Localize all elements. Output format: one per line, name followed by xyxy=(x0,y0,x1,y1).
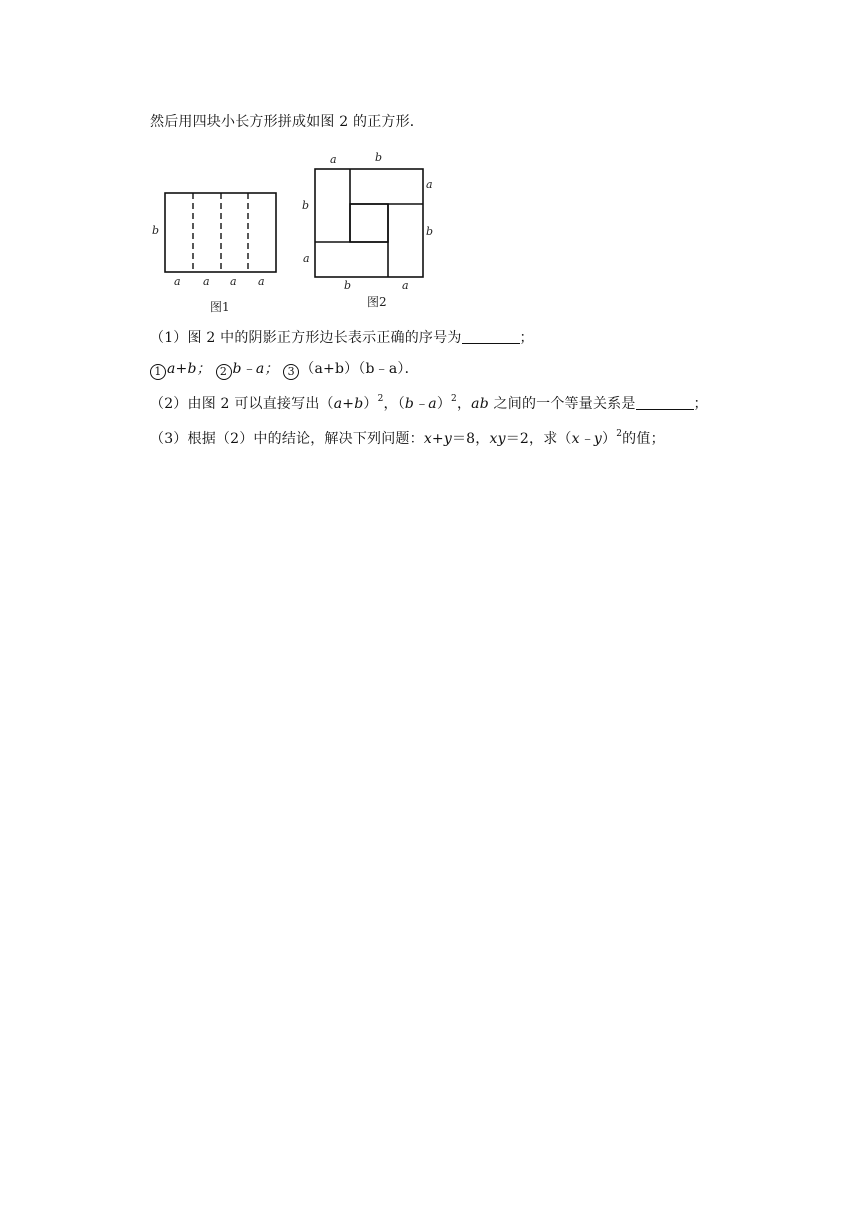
option-3-text: （a+b）（b﹣a）． xyxy=(300,361,419,377)
answer-blank[interactable] xyxy=(462,329,520,344)
figure-2-right-label: a xyxy=(426,178,433,191)
exponent: 2 xyxy=(451,394,457,404)
question-2-text: 之间的一个等量关系是 xyxy=(488,396,636,412)
question-3-text: ） xyxy=(602,431,617,447)
option-2-marker: 2 xyxy=(216,364,232,380)
question-2-end: ； xyxy=(693,396,708,412)
question-2-text: ，（ xyxy=(383,396,405,412)
option-3-marker: 3 xyxy=(283,364,299,380)
math-expression: a+b xyxy=(333,396,364,412)
options-line xyxy=(150,359,419,380)
figure-1-bottom-label: a xyxy=(203,275,210,288)
figure-2-bottom-label: a xyxy=(402,279,409,292)
question-2-text: ） xyxy=(363,396,378,412)
option-2-text: b﹣a； xyxy=(232,361,279,377)
figures xyxy=(0,140,860,470)
figure-2-left-label: a xyxy=(303,252,310,265)
figure-1-bottom-label: a xyxy=(258,275,265,288)
figure-2-top-label: b xyxy=(375,151,383,164)
figure-2-caption: 图2 xyxy=(367,295,387,309)
question-1 xyxy=(150,328,534,348)
figure-1-caption: 图1 xyxy=(210,300,230,314)
math-expression: ab xyxy=(471,396,489,412)
answer-blank[interactable] xyxy=(636,395,694,410)
option-1-text: a+b； xyxy=(167,361,211,377)
figure-1-bottom-label: a xyxy=(230,275,237,288)
question-2 xyxy=(150,394,708,414)
question-1-text: （1）图 2 中的阴影正方形边长表示正确的序号为 xyxy=(150,330,462,346)
question-2-text: ， xyxy=(456,396,472,412)
figure-1 xyxy=(152,193,276,314)
question-2-text: ） xyxy=(436,396,452,412)
exponent: 2 xyxy=(377,394,384,404)
figure-1-bottom-label: a xyxy=(174,275,181,288)
figure-2-inner-square xyxy=(350,204,388,242)
figure-2-right-label: b xyxy=(426,225,434,238)
question-3-text: ＝8， xyxy=(451,431,490,447)
question-2-text: （2）由图 2 可以直接写出（ xyxy=(150,396,334,412)
math-expression: b﹣a xyxy=(404,396,437,412)
question-3-text: 的值； xyxy=(622,431,665,447)
question-1-end: ； xyxy=(519,330,534,346)
figure-2-left-label: b xyxy=(302,199,310,212)
figure-2 xyxy=(302,151,433,309)
option-1-marker: 1 xyxy=(150,364,166,380)
figure-1-side-label: b xyxy=(152,224,160,237)
figure-2-top-label: a xyxy=(330,153,337,166)
question-3-text: ＝2，求（ xyxy=(505,431,572,447)
figure-2-outer-square xyxy=(315,169,423,277)
question-3-text: （3）根据（2）中的结论，解决下列问题： xyxy=(150,431,424,447)
question-3 xyxy=(150,429,665,449)
math-expression: x+y xyxy=(423,431,452,447)
intro-text: 然后用四块小长方形拼成如图 2 的正方形． xyxy=(150,114,425,130)
exponent: 2 xyxy=(616,429,623,439)
math-expression: xy xyxy=(489,431,506,447)
math-expression: x﹣y xyxy=(571,431,603,447)
figure-2-bottom-label: b xyxy=(344,279,352,292)
